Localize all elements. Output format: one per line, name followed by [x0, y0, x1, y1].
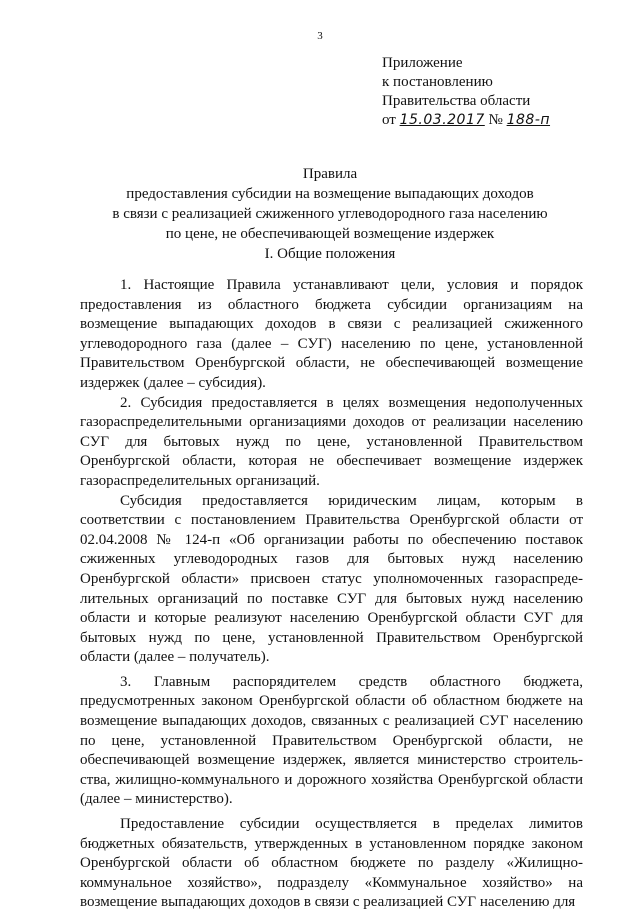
number-prefix: № — [488, 112, 503, 128]
paragraph-2: 2. Субсидия предоставляется в целях возмещения недополученных газораспределительными организациями доходов от реализации населению СУГ для бытовых нужд по цене, установленной Правительством Оренбургской области, которая не обеспечивает возмещение издержек газораспределительных организаций. — [80, 394, 583, 489]
appendix-line-2: к постановлению — [382, 74, 493, 90]
page-number: 3 — [317, 30, 323, 42]
title-line-3: в связи с реализацией сжиженного углеводородного газа населению — [112, 206, 548, 222]
appendix-line-1: Приложение — [382, 55, 463, 71]
body-text — [80, 276, 583, 913]
handwritten-date: 15.03.2017 — [399, 112, 485, 128]
appendix-line-3: Правительства области — [382, 93, 531, 109]
paragraph-1: 1. Настоящие Правила устанавливают цели, условия и порядок предоставления из областного бюджета субсидии организациям на возмещение выпадающих доходов в связи с реализацией сжиженного углеводородного газа (далее – СУГ) населению по цене, установленной Правительством Оренбургской области, не обеспечивающей возмещение издержек (далее – субсидия). — [80, 277, 583, 391]
handwritten-number: 188-п — [506, 112, 551, 128]
appendix-date-line — [382, 111, 550, 130]
title-line-4: по цене, не обеспечивающей возмещение издержек — [165, 226, 495, 242]
paragraph-5: Предоставление субсидии осуществляется в пределах лимитов бюджетных обязательств, утвержденных в установленном порядке законом Оренбургской области об областном бюджете по разделу «Жилищно-коммунальное хозяйство», подразделу «Коммунальное хозяйство» на возмещение выпадающих доходов в связи с реализацией СУГ населению для — [80, 816, 583, 911]
paragraph-4: 3. Главным распорядителем средств областного бюджета, предусмотренных законом Оренбургской области об областном бюджете на возмещение выпадающих доходов, связанных с реализацией СУГ населению по цене, установленной Правительством Оренбургской области, не обеспечивающей возмещение издержек, является министерство строительства, жилищно-коммунального и дорожного хозяйства Оренбургской области (далее – министерство). — [80, 673, 583, 808]
paragraph-3: Субсидия предоставляется юридическим лицам, которым в соответствии с постановлением Правительства Оренбургской области от 02.04.2008 № 124-п «Об организации работы по обеспечению поставок сжиженных углеводородных газов для бытовых нужд населению Оренбургской области» присвоен статус уполномоченных газораспределительных организаций по поставке СУГ для бытовых нужд населению области и которые реализуют населению Оренбургской области СУГ для бытовых нужд по цене, установленной Правительством Оренбургской области (далее – получатель). — [80, 492, 583, 666]
title-line-1: Правила — [302, 166, 358, 182]
date-prefix: от — [382, 112, 396, 128]
title-line-2: предоставления субсидии на возмещение выпадающих доходов — [126, 186, 534, 202]
appendix-block — [382, 54, 550, 130]
section-heading: I. Общие положения — [264, 246, 396, 262]
document-title — [80, 164, 580, 244]
